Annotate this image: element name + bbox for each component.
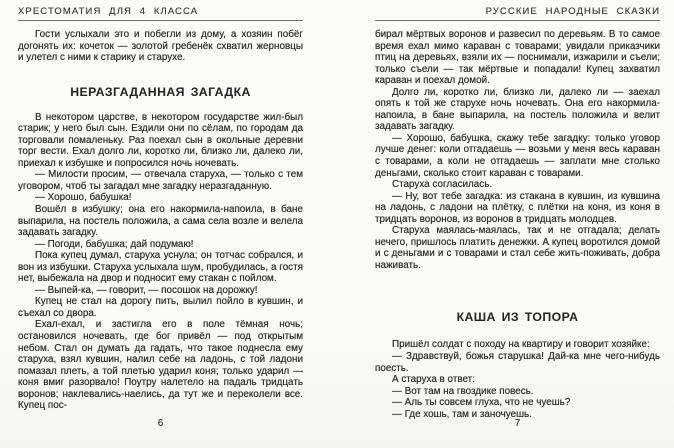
paragraph: — Хорошо, бабушка, скажу тебе загадку: только уговор лучше денег: коли отгадаешь — возьми у меня весь караван с товарами, а коли не отгадаешь — заплати мне столько деньгами, сколько стоит караван с товарами. (375, 132, 660, 179)
paragraph: Пришёл солдат с походу на квартиру и говорит хозяйке: (392, 339, 650, 351)
paragraph: Пока купец думал, старуха уснула; он тотчас собрался, и вон из избушки. Старуха услыхала шум, пробудилась, а гостя нет, выбежала на двор и подносит ему стакан с пойлом. (18, 250, 303, 285)
paragraph: — Погоди, бабушка; дай подумаю! (35, 238, 194, 250)
previous-story-ending (18, 29, 303, 64)
paragraph: Вошёл в избушку; она его накормила-напоила, в бане выпарила, на постель положила, а сама села возле и велела задавать загадку. (18, 204, 303, 239)
paragraph: — Где хошь, там и заночуешь. (392, 408, 532, 420)
paragraph: — Здравствуй, божья старушка! Дай-ка мне чего-нибудь поесть. (375, 351, 660, 374)
paragraph: — Вот там на гвоздике повесь. (392, 385, 534, 397)
paragraph: бирал мёртвых воронов и развесил по деревьям. В то самое время ехал мимо караван с товарами; увидали приказчики птиц на деревьях, взяли их — поснимали, изжарили и съели; только съели — так мёртвые и попадали! Купец захватил караван и поехал домой. (375, 29, 660, 87)
paragraph: Долго ли, коротко ли, близко ли, далеко ли — заехал опять к той же старухе ночь ночевать. Она его накормила-напоила, в бане выпарила, на постель положила и велит задавать загадку. (375, 86, 660, 133)
running-head-rule-right (375, 20, 660, 21)
story-body-right-continuation (375, 29, 660, 271)
running-head-rule-left (18, 20, 303, 21)
paragraph: Старуха маялась-маялась, так и не отгадала; делать нечего, пришлось платить денежки. А купец воротился домой и с деньгами и с товарами и стал себе жить-поживать, добра наживать. (375, 225, 660, 271)
story-title-axe-porridge: КАША ИЗ ТОПОРА (456, 310, 579, 325)
story-body-axe-porridge (375, 339, 660, 420)
paragraph: Купец не стал на дорогу пить, вылил пойло в кувшин, и съехал со двора. (18, 296, 303, 319)
running-head-left: ХРЕСТОМАТИЯ ДЛЯ 4 КЛАССА (18, 6, 199, 17)
paragraph: — Хорошо, бабушка! (35, 192, 132, 204)
running-head-right: РУССКИЕ НАРОДНЫЕ СКАЗКИ (485, 6, 660, 17)
paragraph: — Выпей-ка, — говорит, — посошок на дорожку! (35, 284, 258, 296)
book-page-left (18, 6, 303, 442)
paragraph: А старуха в ответ: (392, 374, 475, 386)
book-page-right (375, 6, 660, 442)
page-number-left: 6 (157, 418, 164, 429)
story-body-left (18, 112, 303, 412)
paragraph: — Аль ты совсем глуха, что не чуешь? (392, 397, 571, 409)
paragraph: Гости услыхали это и побегли из дому, а хозяин побёг догонять их: кочеток — золотой гребенёк схватил жерновцы и улетел с ними к старику и старухе. (18, 29, 303, 64)
paragraph: Ехал-ехал, и застигла его в поле тёмная ночь; остановился ночевать, где бог привёл — под открытым небом. Стал он думать да гадать, что такое поднесла ему старуха, взял кувшин, налил себе на ладонь, с той ладони помазал плеть, а той плетью ударил коня; только ударил — коня вмиг разорвало! Поутру налетело на падаль тридцать воронов; наклевались-наелись, да тут же и переколели все. Купец пос- (18, 319, 303, 412)
page-number-right: 7 (514, 418, 521, 429)
paragraph: — Ну, вот тебе загадка: из стакана в кувшин, из кувшина на ладонь, с ладони на плётку, с плётки на коня, из коня в тридцать воронов, из воронов в тридцать молодцев. (375, 190, 660, 225)
paragraph: Старуха согласилась. (392, 179, 493, 191)
paragraph: В некотором царстве, в некотором государстве жил-был старик; у него был сын. Ездили они по сёлам, по городам да торговали помаленьку. Раз поехал сын в окольные деревни торг вести. Ехал долго ли, коротко ли, близко ли, далеко ли, приехал к избушке и попросился ночь ночевать. (18, 111, 303, 169)
paragraph: — Милости просим, — отвечала старуха, — только с тем уговором, чтоб ты загадал мне загадку неразгаданную. (18, 169, 303, 192)
story-title-unriddled-riddle: НЕРАЗГАДАННАЯ ЗАГАДКА (70, 84, 251, 99)
